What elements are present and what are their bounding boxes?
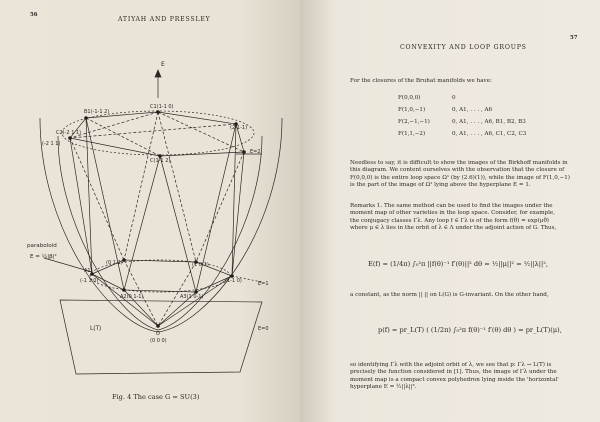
label-level-e1: E=1: [258, 281, 269, 287]
label-plane-lt: L(T): [90, 326, 102, 332]
para1-line-2: F(0,0,0) is the entire loop space Ω¹ (by (2.6)(1)), while the image of F(1,0,−1): [350, 174, 570, 181]
label-origin-coord: (0 0 0): [150, 338, 167, 344]
plane-lt: [60, 300, 262, 374]
vertex-c2: [68, 136, 72, 140]
edge-e2-a4: [196, 152, 244, 262]
vertex-c1: [156, 110, 160, 114]
axis-label-e: E: [161, 61, 165, 68]
para4-line-3: hyperplane E = ½||λ||².: [350, 384, 417, 391]
paragraph-remarks: [350, 203, 556, 233]
para4-line-2: moment map is a compact convex polyhedron lying inside the 'horizontal': [350, 376, 559, 383]
vertex-a2: [122, 288, 126, 292]
para4-line-0: so identifying Γλ with the adjoint orbit of λ, we see that p: Γλ → L(T) is: [350, 362, 552, 368]
right-page-number: 57: [570, 35, 578, 41]
orbit-name-1: F(1,0,−1): [398, 107, 426, 113]
paragraph-identifying: [350, 362, 559, 392]
left-page-number: 56: [30, 12, 38, 18]
edge-c2-a1: [70, 138, 92, 274]
label-a2: A2(0 1-1): [120, 294, 144, 300]
label-c1: C1(1-1 0): [150, 104, 174, 110]
right-page: [300, 0, 600, 422]
equation-moment: p(f) = pr_L(T) ( (1/2π) ∫₀²π f(θ)⁻¹ f′(θ) dθ ) = pr_L(T)(μ),: [378, 326, 562, 334]
orbit-name-2: F(2,−1,−1): [398, 119, 430, 125]
figure-caption: Fig. 4 The case G = SU(3): [112, 393, 200, 401]
orbit-value-1: 0, A1, . . . , A6: [452, 107, 493, 113]
paragraph-constant: a constant, as the norm || || on L(G) is G-invariant. On the other hand,: [350, 292, 549, 298]
label-c-mid: C(1-1 2): [150, 158, 171, 164]
vertex-e2: [242, 150, 246, 154]
edge-a1-origin: [92, 274, 158, 326]
label-a5: (1-1 0): [225, 278, 242, 284]
vertex-origin: [156, 324, 160, 328]
label-b2: (2-1-1): [230, 125, 248, 131]
edge-c1-a4: [158, 112, 196, 262]
vertex-a1: [90, 272, 94, 276]
orbit-value-2: 0, A1, . . . , A6, B1, B2, B3: [452, 119, 526, 125]
edge-a3-origin: [124, 260, 158, 326]
top-diagonal-1: [86, 118, 160, 156]
left-running-head: ATIYAH AND PRESSLEY: [118, 16, 211, 23]
para2-line-2: the conjugacy classes Γλ. Any loop f ∈ Γλ is of the form f(θ) = exp(μθ): [350, 217, 549, 224]
label-a3: (0 1-1): [106, 260, 123, 266]
para1-line-1: this diagram. We content ourselves with the observation that the closure of: [350, 167, 565, 174]
paragraph-birkhoff: [350, 160, 570, 190]
para1-line-3: is the part of the image of Ω¹ lying above the hyperplane E = 1.: [350, 182, 531, 189]
label-a1-coord: (-1 1 0): [80, 278, 99, 284]
label-level-e2: E=2: [250, 149, 261, 155]
label-origin: O: [156, 331, 160, 337]
label-a6: A3(1 0-1): [180, 294, 204, 300]
label-level-e0: E=0: [258, 326, 269, 332]
equation-energy: E(f) = (1/4π) ∫₀²π ||f(θ)⁻¹ f′(θ)||² dθ = ½||μ||² = ½||λ||²,: [368, 260, 548, 268]
top-hexagon: [70, 112, 244, 156]
orbit-value-0: 0: [452, 95, 456, 101]
label-b1: B1(-1-1 2): [84, 109, 110, 115]
right-running-head: CONVEXITY AND LOOP GROUPS: [400, 44, 527, 51]
para2-line-1: moment map of other varieties in the loop space. Consider, for example,: [350, 210, 556, 217]
label-a4: (1 0-1): [192, 262, 209, 268]
orbit-name-3: F(1,1,−2): [398, 131, 426, 137]
vertex-b1: [84, 116, 88, 120]
edge-c1-a3: [124, 112, 158, 260]
para4-line-1: precisely the function considered in [1]. Thus, the image of Γλ under the: [350, 369, 557, 376]
orbit-name-0: F(0,0,0): [398, 95, 421, 101]
label-a1: A1: [84, 268, 91, 274]
para2-line-0: Remarks 1. The same method can be used to find the images under the: [350, 203, 553, 209]
para1-line-0: Needless to say, it is difficult to show the images of the Birkhoff manifolds in: [350, 160, 568, 166]
label-c2-coord: (-2 1 1): [42, 141, 61, 147]
intro-text: For the closures of the Bruhat manifolds we have:: [350, 78, 492, 84]
edge-c2-a3: [70, 138, 124, 260]
energy-axis-arrowhead: [155, 70, 161, 77]
label-paraboloid: paraboloid: [27, 243, 57, 249]
label-paraboloid-eq: E = ½|β|²: [30, 254, 57, 260]
label-c2: C2(-2 1 1): [56, 130, 82, 136]
para2-line-3: where μ ∈ λ lies in the orbit of λ ∈ Λ under the adjoint action of G. Thus,: [350, 225, 557, 232]
orbit-value-3: 0, A1, . . . , A6, C1, C2, C3: [452, 131, 527, 137]
